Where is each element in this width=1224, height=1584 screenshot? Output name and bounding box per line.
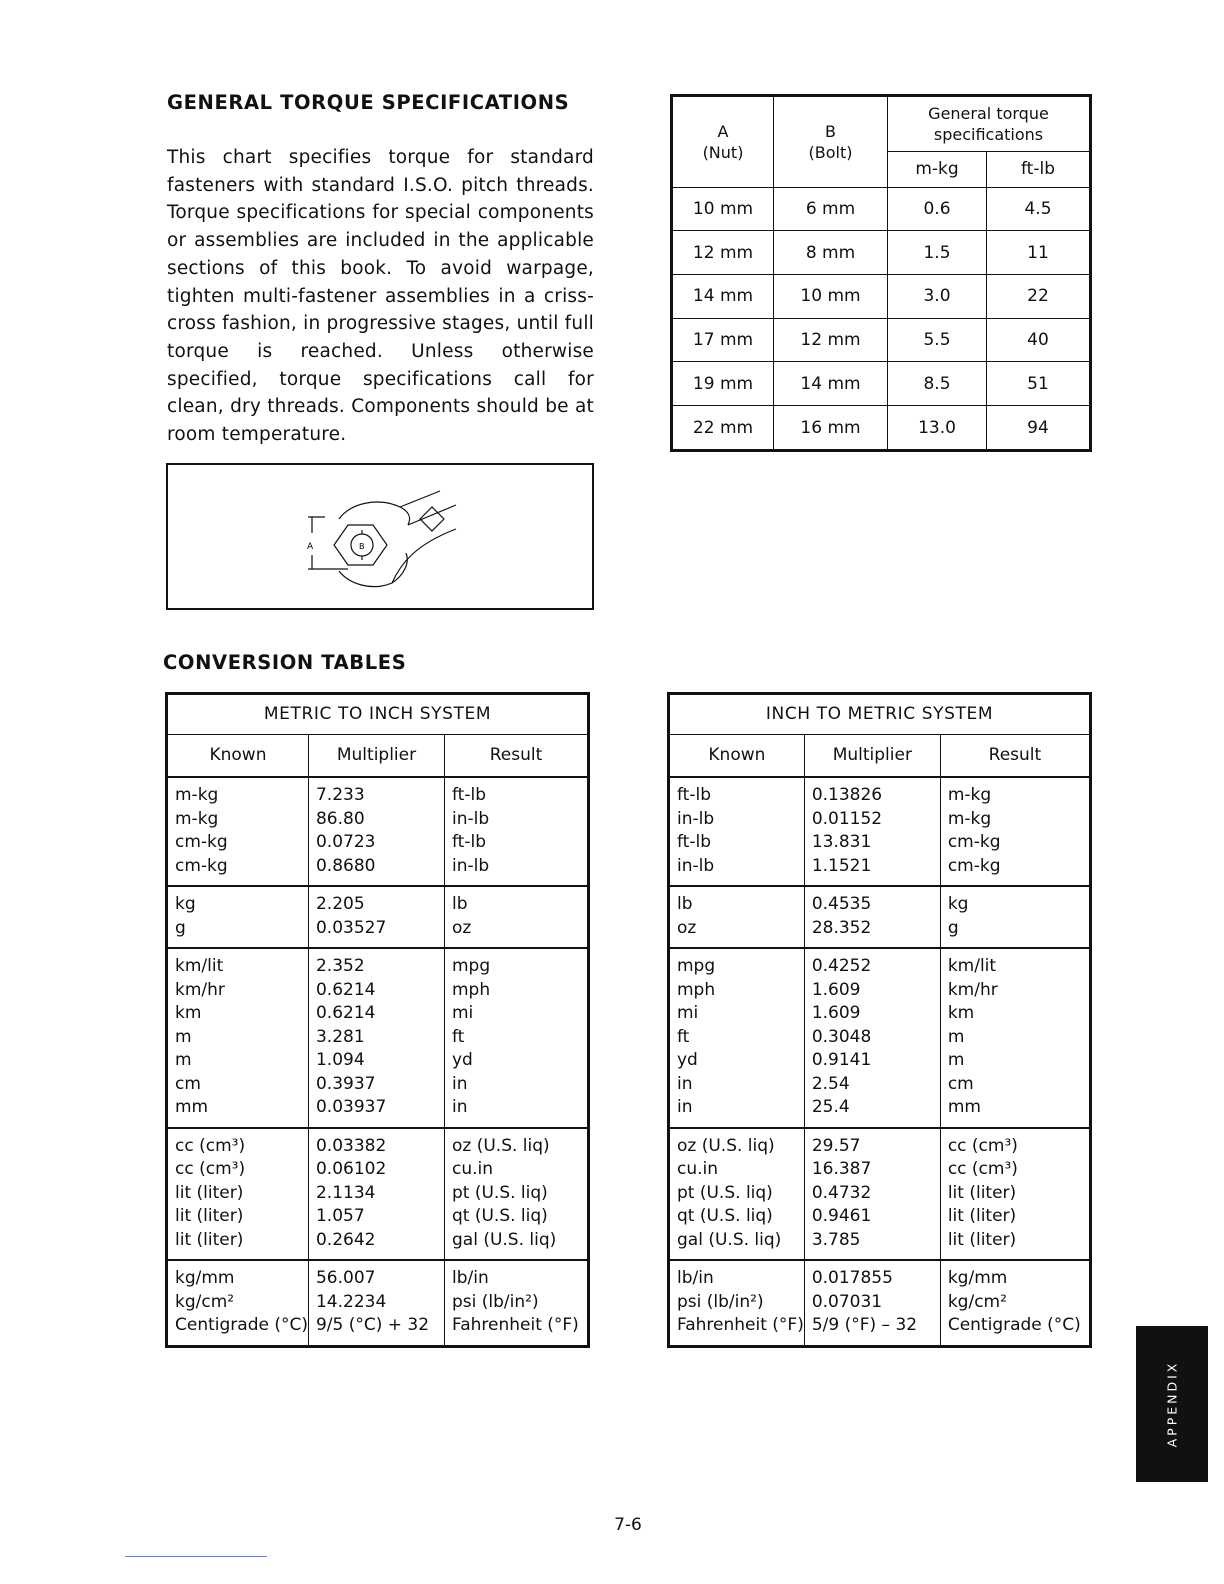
cell-line: yd — [677, 1050, 698, 1070]
table-row — [167, 886, 589, 948]
cell-line: cm-kg — [175, 855, 228, 876]
cell-line: kg/mm — [175, 1268, 235, 1288]
cell-line: kg/mm — [947, 1268, 1008, 1288]
cell-line: 56.007 — [315, 1268, 376, 1288]
table-title: METRIC TO INCH SYSTEM — [167, 694, 589, 735]
cell-line: 0.6214 — [315, 979, 376, 1000]
cell-line: cm — [175, 1073, 201, 1094]
cell-line: 29.57 — [811, 1135, 861, 1156]
cell-line: kg/cm² — [175, 1291, 235, 1312]
known-values — [669, 777, 805, 886]
cell-line: gal (U.S. liq) — [677, 1229, 782, 1250]
torque-ftlb: 51 — [987, 362, 1091, 406]
torque-mkg: 3.0 — [888, 275, 987, 319]
cell-line: 0.4732 — [811, 1182, 872, 1203]
appendix-side-tab — [1136, 1326, 1208, 1482]
cell-line: 1.1521 — [811, 855, 872, 876]
header-result: Result — [940, 734, 1090, 777]
table-row — [672, 275, 1091, 319]
cell-line: cc (cm³) — [175, 1159, 246, 1179]
header-known: Known — [669, 734, 805, 777]
known-values — [669, 1260, 805, 1346]
cell-line: cu.in — [677, 1159, 719, 1179]
cell-line: mpg — [677, 956, 716, 976]
nut-size: 22 mm — [672, 406, 774, 451]
cell-line: m — [947, 1050, 965, 1070]
cell-line: 0.07031 — [811, 1291, 883, 1312]
known-values — [669, 1128, 805, 1261]
table-row — [669, 1128, 1091, 1261]
bolt-size: 8 mm — [774, 231, 888, 275]
general-torque-header: General torque specifications — [888, 96, 1091, 152]
result-values — [940, 1128, 1090, 1261]
known-values — [167, 886, 309, 948]
multiplier-values — [804, 886, 940, 948]
cell-line: 3.281 — [315, 1026, 365, 1047]
label-b: B — [359, 542, 365, 551]
cell-line: in — [677, 1097, 693, 1117]
table-row — [669, 777, 1091, 886]
table-title: INCH TO METRIC SYSTEM — [669, 694, 1091, 735]
cell-line: 1.609 — [811, 1003, 861, 1023]
torque-ftlb: 94 — [987, 406, 1091, 451]
cell-line: oz (U.S. liq) — [677, 1135, 775, 1156]
col-a-nut: A (Nut) — [672, 96, 774, 188]
cell-line: oz — [677, 917, 697, 938]
result-values — [444, 1128, 588, 1261]
cell-line: qt (U.S. liq) — [451, 1206, 548, 1226]
cell-line: yd — [451, 1050, 473, 1070]
cell-line: m-kg — [947, 785, 992, 805]
cell-line: m — [175, 1026, 192, 1047]
table-row — [672, 187, 1091, 231]
cell-line: km — [175, 1003, 202, 1023]
result-values — [940, 948, 1090, 1128]
multiplier-values — [804, 777, 940, 886]
torque-ftlb: 4.5 — [987, 187, 1091, 231]
cell-line: gal (U.S. liq) — [451, 1229, 557, 1250]
torque-ftlb: 22 — [987, 275, 1091, 319]
torque-mkg: 1.5 — [888, 231, 987, 275]
cell-line: ft-lb — [677, 785, 711, 805]
cell-line: 0.017855 — [811, 1268, 893, 1288]
cell-line: in-lb — [451, 808, 490, 829]
cell-line: lit (liter) — [947, 1229, 1017, 1250]
cell-line: 0.2642 — [315, 1229, 376, 1250]
known-values — [167, 777, 309, 886]
cell-line: 0.03937 — [315, 1097, 387, 1117]
cell-line: cc (cm³) — [947, 1135, 1018, 1156]
table-row — [669, 886, 1091, 948]
cell-line: g — [175, 917, 186, 938]
cell-line: 7.233 — [315, 785, 365, 805]
torque-mkg: 13.0 — [888, 406, 987, 451]
multiplier-values — [804, 1260, 940, 1346]
cell-line: cm-kg — [175, 832, 228, 852]
torque-ftlb: 40 — [987, 318, 1091, 362]
cell-line: ft-lb — [677, 832, 711, 852]
table-row — [669, 948, 1091, 1128]
cell-line: km — [947, 1003, 975, 1023]
bolt-size: 6 mm — [774, 187, 888, 231]
cell-line: in — [451, 1073, 468, 1094]
cell-line: Fahrenheit (°F) — [677, 1315, 804, 1335]
result-values — [444, 886, 588, 948]
cell-line: 86.80 — [315, 808, 365, 829]
cell-line: cc (cm³) — [175, 1135, 246, 1156]
unit-ftlb: ft-lb — [987, 152, 1091, 187]
torque-mkg: 8.5 — [888, 362, 987, 406]
cell-line: km/hr — [175, 979, 225, 1000]
result-values — [940, 1260, 1090, 1346]
cell-line: oz (U.S. liq) — [451, 1135, 550, 1156]
cell-line: 2.54 — [811, 1073, 850, 1094]
cell-line: 1.094 — [315, 1050, 365, 1070]
header-result: Result — [444, 734, 588, 777]
bolt-size: 12 mm — [774, 318, 888, 362]
table-row — [672, 406, 1091, 451]
cell-line: in — [451, 1097, 468, 1117]
result-values — [444, 948, 588, 1128]
cell-line: 25.4 — [811, 1097, 850, 1117]
cell-line: 0.03527 — [315, 917, 387, 938]
result-values — [940, 777, 1090, 886]
known-values — [669, 886, 805, 948]
table-row — [672, 362, 1091, 406]
cell-line: km/hr — [947, 979, 998, 1000]
multiplier-values — [804, 948, 940, 1128]
torque-mkg: 5.5 — [888, 318, 987, 362]
table-row — [672, 231, 1091, 275]
cell-line: Fahrenheit (°F) — [451, 1315, 579, 1335]
cell-line: psi (lb/in²) — [451, 1291, 539, 1312]
cell-line: lit (liter) — [175, 1229, 244, 1250]
multiplier-values — [804, 1128, 940, 1261]
cell-line: cm-kg — [947, 855, 1001, 876]
bolt-size: 14 mm — [774, 362, 888, 406]
cell-line: Centigrade (°C) — [947, 1315, 1081, 1335]
cell-line: 0.03382 — [315, 1135, 387, 1156]
cell-line: 2.205 — [315, 894, 365, 914]
cell-line: cm — [947, 1073, 974, 1094]
metric-to-inch-table — [165, 692, 590, 1348]
cell-line: kg — [947, 894, 969, 914]
cell-line: 14.2234 — [315, 1291, 387, 1312]
cell-line: lb/in — [677, 1268, 714, 1288]
cell-line: m — [947, 1026, 965, 1047]
table-row — [672, 318, 1091, 362]
cell-line: 5/9 (°F) – 32 — [811, 1315, 918, 1335]
col-b-bolt: B (Bolt) — [774, 96, 888, 188]
cell-line: mph — [677, 979, 716, 1000]
cell-line: mi — [451, 1003, 474, 1023]
cell-line: 16.387 — [811, 1159, 872, 1179]
multiplier-values — [308, 1128, 444, 1261]
scan-line-mark — [125, 1556, 267, 1557]
cell-line: kg — [175, 894, 196, 914]
cell-line: 1.057 — [315, 1206, 365, 1226]
cell-line: lit (liter) — [947, 1206, 1017, 1226]
cell-line: mm — [175, 1097, 209, 1117]
torque-heading: GENERAL TORQUE SPECIFICATIONS — [167, 91, 570, 114]
cell-line: psi (lb/in²) — [677, 1291, 764, 1312]
cell-line: lb — [451, 894, 468, 914]
cell-line: cc (cm³) — [947, 1159, 1018, 1179]
cell-line: oz — [451, 917, 472, 938]
cell-line: 0.4252 — [811, 956, 872, 976]
cell-line: ft — [677, 1026, 690, 1047]
torque-ftlb: 11 — [987, 231, 1091, 275]
cell-line: 9/5 (°C) + 32 — [315, 1315, 430, 1335]
bolt-size: 16 mm — [774, 406, 888, 451]
nut-size: 17 mm — [672, 318, 774, 362]
unit-mkg: m-kg — [888, 152, 987, 187]
cell-line: 0.3048 — [811, 1026, 872, 1047]
cell-line: 0.6214 — [315, 1003, 376, 1023]
cell-line: m-kg — [175, 808, 219, 829]
torque-spec-table — [670, 94, 1092, 452]
cell-line: ft — [451, 1026, 465, 1047]
wrench-figure — [166, 463, 594, 610]
known-values — [167, 1128, 309, 1261]
cell-line: m — [175, 1050, 192, 1070]
nut-size: 10 mm — [672, 187, 774, 231]
cell-line: 3.785 — [811, 1229, 861, 1250]
cell-line: 0.01152 — [811, 808, 883, 829]
cell-line: Centigrade (°C) — [175, 1315, 308, 1335]
bolt-size: 10 mm — [774, 275, 888, 319]
table-row — [167, 1128, 589, 1261]
cell-line: lb — [677, 894, 693, 914]
cell-line: 13.831 — [811, 832, 872, 852]
cell-line: kg/cm² — [947, 1291, 1007, 1312]
cell-line: 0.4535 — [811, 894, 872, 914]
cell-line: ft-lb — [451, 832, 486, 852]
table-row — [167, 777, 589, 886]
cell-line: ft-lb — [451, 785, 486, 805]
multiplier-values — [308, 777, 444, 886]
header-multiplier: Multiplier — [308, 734, 444, 777]
multiplier-values — [308, 886, 444, 948]
label-a: A — [307, 542, 314, 552]
inch-to-metric-table — [667, 692, 1092, 1348]
table-row — [669, 1260, 1091, 1346]
cell-line: cm-kg — [947, 832, 1001, 852]
cell-line: pt (U.S. liq) — [451, 1182, 548, 1203]
cell-line: 2.352 — [315, 956, 365, 976]
cell-line: m-kg — [175, 785, 219, 805]
cell-line: 0.8680 — [315, 855, 376, 876]
cell-line: 0.13826 — [811, 785, 883, 805]
multiplier-values — [308, 1260, 444, 1346]
cell-line: 0.06102 — [315, 1159, 387, 1179]
cell-line: mi — [677, 1003, 699, 1023]
cell-line: km/lit — [947, 956, 997, 976]
known-values — [167, 1260, 309, 1346]
conversion-heading: CONVERSION TABLES — [163, 651, 407, 674]
torque-mkg: 0.6 — [888, 187, 987, 231]
nut-size: 14 mm — [672, 275, 774, 319]
wrench-nut-diagram — [168, 465, 592, 608]
result-values — [444, 777, 588, 886]
cell-line: 28.352 — [811, 917, 872, 938]
cell-line: g — [947, 917, 959, 938]
page-number: 7-6 — [614, 1515, 642, 1535]
cell-line: in — [677, 1073, 693, 1094]
cell-line: in-lb — [451, 855, 490, 876]
torque-intro-text: This chart specifies torque for standard fasteners with standard I.S.O. pitch threads. Torque specifications for special components or assemblies are included in the applicable sections of this book. To avoid warpage, tighten multi-fastener assemblies in a criss-cross fashion, in progressive stages, until full torque is reached. Unless otherwise specified, torque specifications call for clean, dry threads. Components should be at room temperature. — [167, 147, 594, 446]
cell-line: 2.1134 — [315, 1182, 376, 1203]
table-row — [167, 948, 589, 1128]
cell-line: lit (liter) — [175, 1182, 244, 1203]
cell-line: mpg — [451, 956, 491, 976]
header-multiplier: Multiplier — [804, 734, 940, 777]
cell-line: 0.9461 — [811, 1206, 872, 1226]
cell-line: km/lit — [175, 956, 224, 976]
known-values — [167, 948, 309, 1128]
cell-line: in-lb — [677, 808, 715, 829]
result-values — [444, 1260, 588, 1346]
known-values — [669, 948, 805, 1128]
cell-line: 0.3937 — [315, 1073, 376, 1094]
cell-line: lit (liter) — [175, 1206, 244, 1226]
cell-line: mm — [947, 1097, 981, 1117]
result-values — [940, 886, 1090, 948]
cell-line: 0.0723 — [315, 832, 376, 852]
cell-line: mph — [451, 979, 491, 1000]
table-row — [167, 1260, 589, 1346]
appendix-tab-label: APPENDIX — [1164, 1360, 1180, 1448]
cell-line: lit (liter) — [947, 1182, 1017, 1203]
cell-line: pt (U.S. liq) — [677, 1182, 773, 1203]
nut-size: 19 mm — [672, 362, 774, 406]
nut-size: 12 mm — [672, 231, 774, 275]
cell-line: m-kg — [947, 808, 992, 829]
cell-line: qt (U.S. liq) — [677, 1206, 773, 1226]
cell-line: 0.9141 — [811, 1050, 872, 1070]
cell-line: 1.609 — [811, 979, 861, 1000]
header-known: Known — [167, 734, 309, 777]
cell-line: in-lb — [677, 855, 715, 876]
multiplier-values — [308, 948, 444, 1128]
cell-line: cu.in — [451, 1159, 494, 1179]
cell-line: lb/in — [451, 1268, 489, 1288]
